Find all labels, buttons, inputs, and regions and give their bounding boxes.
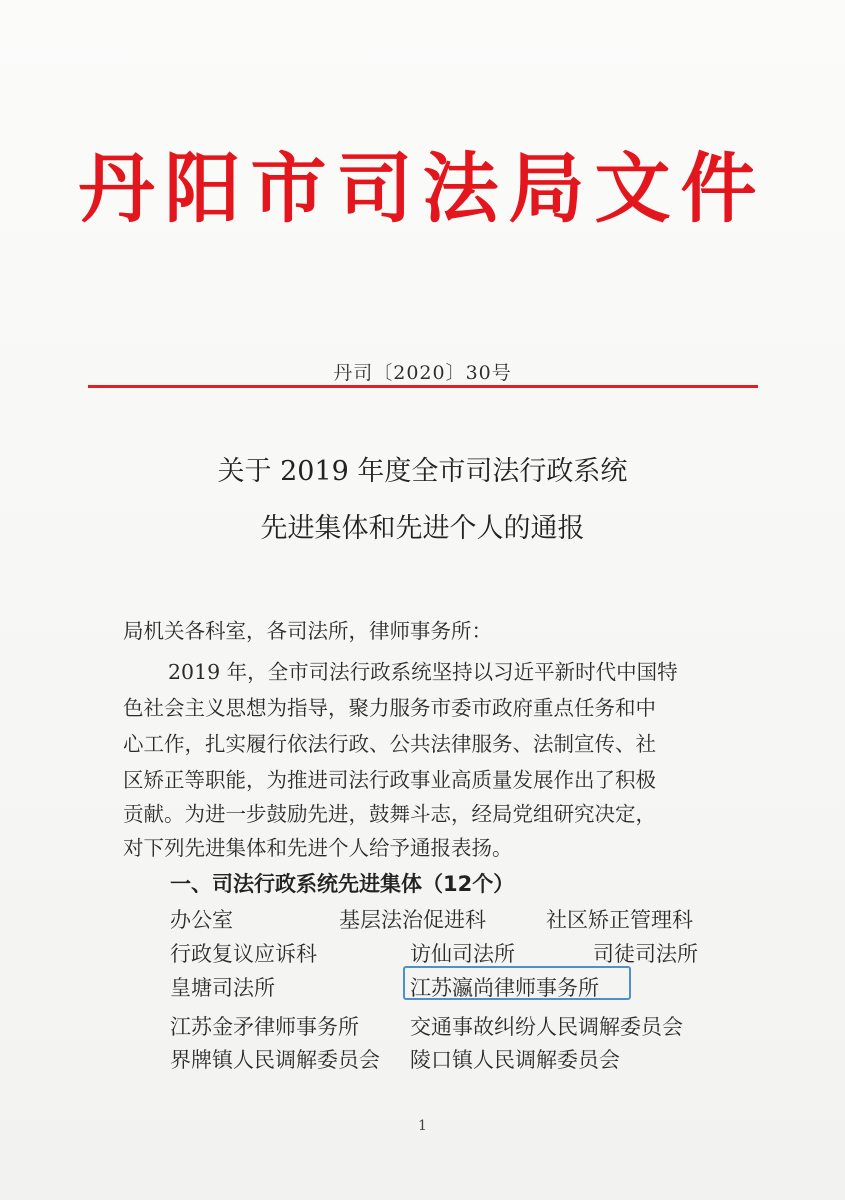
section-heading-advanced-collectives: 一、司法行政系统先进集体（12个） [170,872,515,896]
paragraph-line: 心工作，扎实履行依法行政、公共法律服务、法制宣传、社 [123,732,656,756]
addressee-line: 局机关各科室，各司法所，律师事务所： [123,619,492,643]
award-item: 皇塘司法所 [170,976,275,1000]
award-item: 江苏金矛律师事务所 [170,1015,359,1039]
award-item: 社区矫正管理科 [546,908,693,932]
award-item: 行政复议应诉科 [170,942,317,966]
page-number: 1 [418,1118,427,1134]
award-item-highlighted: 江苏瀛尚律师事务所 [410,976,599,1000]
award-item: 交通事故纠纷人民调解委员会 [410,1015,683,1039]
document-header-title: 丹阳市司法局文件 [78,144,767,233]
award-item: 访仙司法所 [410,942,515,966]
paragraph-line: 对下列先进集体和先进个人给予通报表扬。 [123,836,513,860]
paragraph-line: 色社会主义思想为指导，聚力服务市委市政府重点任务和中 [123,696,656,720]
document-number: 丹司〔2020〕30号 [333,362,512,384]
award-item: 陵口镇人民调解委员会 [410,1048,620,1072]
notice-title-line-2: 先进集体和先进个人的通报 [260,513,585,544]
award-item: 司徒司法所 [593,942,698,966]
paragraph-line: 区矫正等职能，为推进司法行政事业高质量发展作出了积极 [123,768,656,792]
notice-title-line-1: 关于 2019 年度全市司法行政系统 [217,456,628,487]
award-item: 办公室 [170,908,233,932]
red-divider-line [88,385,758,388]
award-item: 界牌镇人民调解委员会 [170,1048,380,1072]
paragraph-line: 贡献。为进一步鼓励先进，鼓舞斗志，经局党组研究决定， [123,802,656,826]
award-item: 基层法治促进科 [339,908,486,932]
paragraph-line: 2019 年，全市司法行政系统坚持以习近平新时代中国特 [168,660,678,684]
